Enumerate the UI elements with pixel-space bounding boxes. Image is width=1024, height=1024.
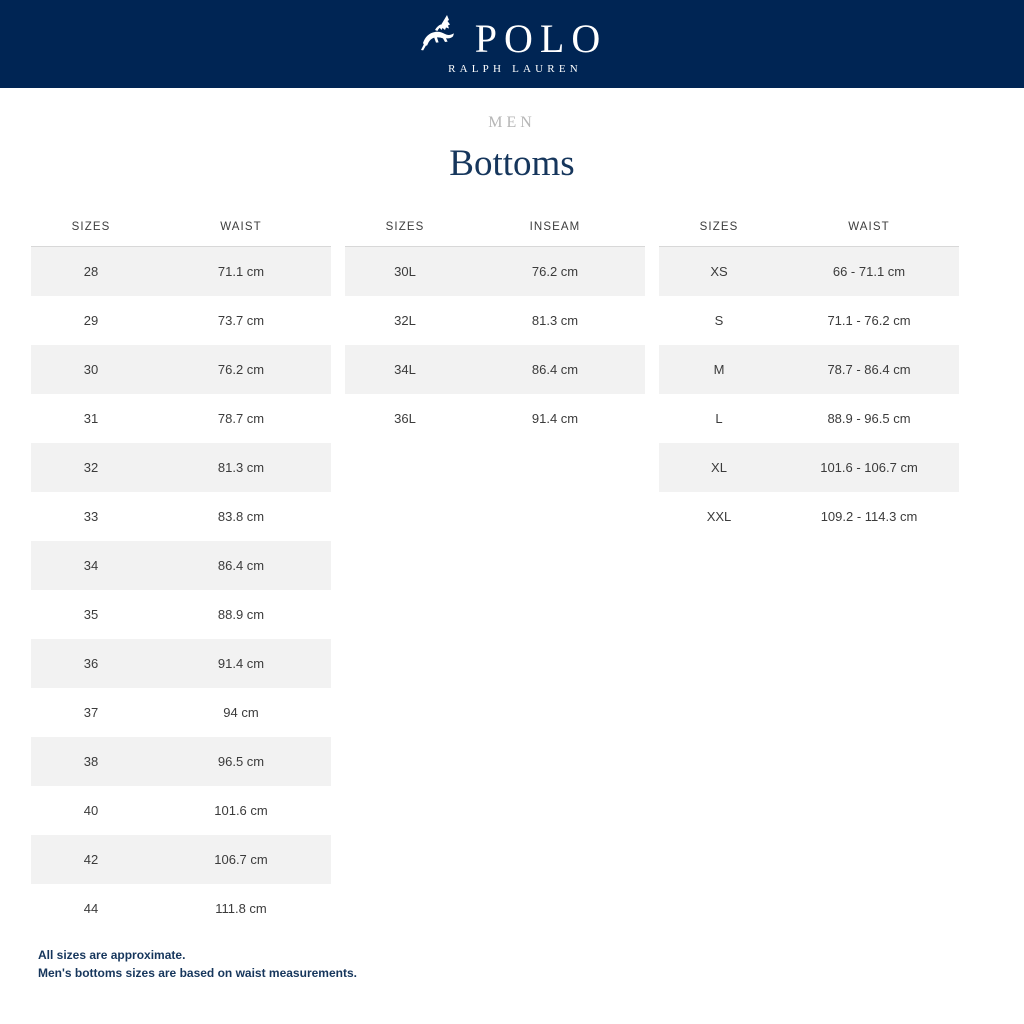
table-row — [31, 639, 331, 688]
cell-size: 36 — [83, 655, 99, 671]
cell-size: 36L — [394, 410, 416, 426]
brand-subname: RALPH LAUREN — [448, 63, 582, 75]
page-title: Bottoms — [449, 143, 575, 184]
cell-measure: 109.2 - 114.3 cm — [820, 508, 918, 524]
cell-measure: 81.3 cm — [531, 312, 579, 328]
table-row — [659, 296, 959, 345]
cell-measure: 66 - 71.1 cm — [832, 263, 906, 279]
cell-size: M — [713, 361, 725, 377]
cell-size: 37 — [83, 704, 99, 720]
table-row — [31, 786, 331, 835]
footnote-line: Men's bottoms sizes are based on waist measurements. — [38, 965, 357, 980]
cell-measure: 88.9 cm — [217, 606, 265, 622]
cell-measure: 81.3 cm — [217, 459, 265, 475]
brand-header — [0, 0, 1024, 88]
table-waist-alpha — [659, 213, 959, 541]
table-row — [31, 541, 331, 590]
cell-measure: 71.1 cm — [217, 263, 265, 279]
table-header-row — [345, 213, 645, 247]
cell-size: 32 — [83, 459, 99, 475]
column-header-sizes: SIZES — [659, 213, 779, 247]
size-table — [31, 213, 331, 933]
table-header-row — [31, 213, 331, 247]
table-row — [31, 737, 331, 786]
column-header-waist: WAIST — [151, 213, 331, 247]
table-row — [31, 590, 331, 639]
table-inseam — [345, 213, 645, 443]
table-row — [31, 345, 331, 394]
cell-size: 33 — [83, 508, 99, 524]
cell-measure: 96.5 cm — [217, 753, 265, 769]
column-header-sizes: SIZES — [31, 213, 151, 247]
column-header-waist: WAIST — [779, 213, 959, 247]
column-header-inseam: INSEAM — [465, 213, 645, 247]
size-table — [659, 213, 959, 541]
table-row — [345, 247, 645, 296]
cell-size: 28 — [83, 263, 99, 279]
footnotes — [38, 947, 357, 982]
column-header-sizes: SIZES — [345, 213, 465, 247]
cell-size: 29 — [83, 312, 99, 328]
cell-size: 34L — [394, 361, 416, 377]
cell-measure: 76.2 cm — [531, 263, 579, 279]
cell-size: XXL — [706, 508, 732, 524]
size-tables — [0, 213, 1024, 933]
cell-measure: 88.9 - 96.5 cm — [827, 410, 911, 426]
cell-size: 30L — [394, 263, 416, 279]
cell-size: L — [715, 410, 723, 426]
table-row — [659, 345, 959, 394]
logo-row — [417, 13, 607, 59]
cell-measure: 78.7 cm — [217, 410, 265, 426]
cell-size: XS — [710, 263, 728, 279]
cell-size: 42 — [83, 851, 99, 867]
cell-size: 35 — [83, 606, 99, 622]
cell-measure: 73.7 cm — [217, 312, 265, 328]
table-header-row — [659, 213, 959, 247]
table-row — [31, 884, 331, 933]
cell-size: 44 — [83, 900, 99, 916]
table-row — [31, 247, 331, 296]
cell-measure: 106.7 cm — [214, 851, 268, 867]
cell-size: 32L — [394, 312, 416, 328]
title-block — [0, 114, 1024, 185]
brand-name: POLO — [474, 16, 608, 61]
cell-measure: 91.4 cm — [217, 655, 265, 671]
cell-measure: 101.6 cm — [214, 802, 268, 818]
table-row — [31, 492, 331, 541]
cell-measure: 111.8 cm — [215, 900, 267, 916]
table-row — [31, 443, 331, 492]
cell-size: 34 — [83, 557, 99, 573]
cell-measure: 94 cm — [223, 704, 259, 720]
cell-measure: 91.4 cm — [531, 410, 579, 426]
table-waist-numeric — [31, 213, 331, 933]
cell-measure: 83.8 cm — [217, 508, 265, 524]
brand-logo — [417, 13, 607, 75]
cell-measure: 76.2 cm — [217, 361, 265, 377]
cell-measure: 78.7 - 86.4 cm — [827, 361, 911, 377]
table-row — [31, 835, 331, 884]
table-row — [659, 394, 959, 443]
table-row — [345, 296, 645, 345]
cell-size: XL — [711, 459, 727, 475]
cell-measure: 86.4 cm — [531, 361, 579, 377]
category-eyebrow: MEN — [488, 114, 536, 131]
cell-size: 38 — [83, 753, 99, 769]
polo-pony-logo-icon — [417, 13, 463, 57]
table-row — [345, 345, 645, 394]
cell-measure: 71.1 - 76.2 cm — [827, 312, 911, 328]
table-row — [659, 443, 959, 492]
table-row — [31, 296, 331, 345]
footnote-line: All sizes are approximate. — [38, 948, 186, 963]
table-row — [31, 688, 331, 737]
table-row — [345, 394, 645, 443]
table-row — [659, 492, 959, 541]
table-row — [31, 394, 331, 443]
cell-size: S — [714, 312, 724, 328]
cell-size: 40 — [83, 802, 99, 818]
cell-measure: 101.6 - 106.7 cm — [820, 459, 918, 475]
cell-size: 31 — [83, 410, 99, 426]
cell-measure: 86.4 cm — [217, 557, 265, 573]
cell-size: 30 — [83, 361, 99, 377]
size-table — [345, 213, 645, 443]
table-row — [659, 247, 959, 296]
